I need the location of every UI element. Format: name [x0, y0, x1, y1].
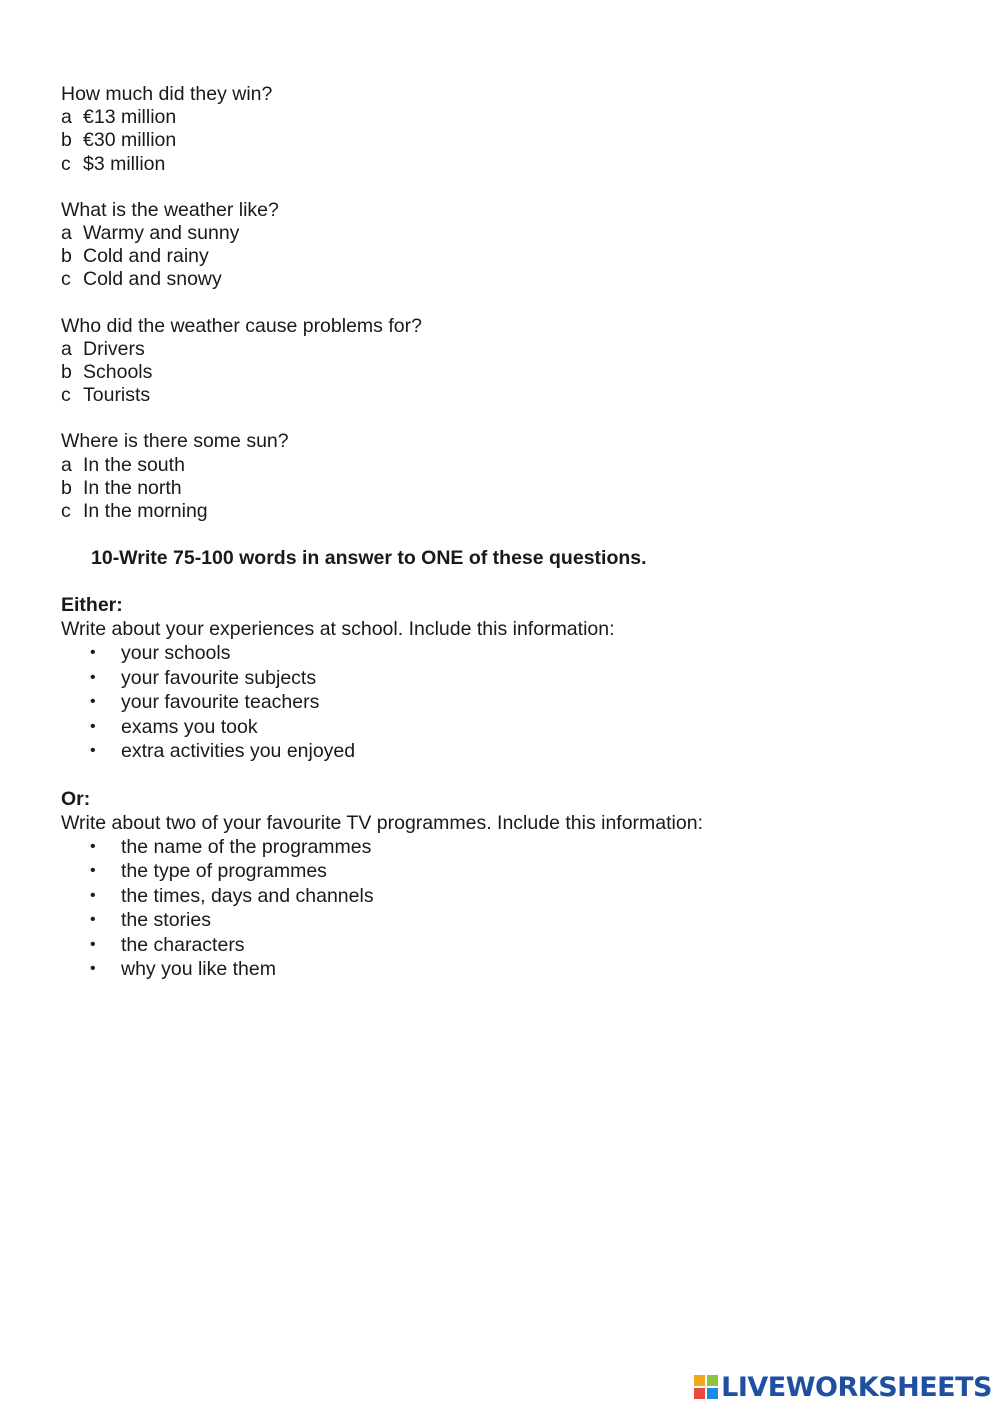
option-text: Tourists: [83, 384, 151, 407]
option-text: Warmy and sunny: [83, 222, 240, 245]
question-block: [61, 199, 941, 292]
bullet-text: exams you took: [121, 715, 258, 738]
worksheet-page: [61, 83, 941, 1005]
bullet-text: why you like them: [121, 958, 276, 981]
answer-option[interactable]: [61, 500, 941, 523]
bullet-item: [61, 884, 941, 909]
bullet-item: [61, 690, 941, 715]
liveworksheets-logo: [694, 1367, 992, 1407]
answer-option[interactable]: [61, 153, 941, 176]
bullet-icon: •: [90, 693, 96, 711]
question-block: [61, 430, 941, 523]
bullet-item: [61, 908, 941, 933]
answer-option[interactable]: [61, 268, 941, 291]
answer-option[interactable]: [61, 361, 941, 384]
or-section: [61, 787, 941, 982]
bullet-text: the times, days and channels: [121, 884, 374, 907]
bullet-text: your favourite subjects: [121, 666, 317, 689]
bullet-icon: •: [90, 717, 96, 735]
bullet-item: [61, 957, 941, 982]
bullet-item: [61, 666, 941, 691]
bullet-icon: •: [90, 837, 96, 855]
or-label: Or:: [61, 787, 91, 810]
question-text: Who did the weather cause problems for?: [61, 314, 422, 337]
option-letter: c: [61, 500, 71, 523]
bullet-icon: •: [90, 935, 96, 953]
option-text: €13 million: [83, 106, 177, 129]
bullet-item: [61, 715, 941, 740]
bullet-item: [61, 641, 941, 666]
task-heading: 10-Write 75-100 words in answer to ONE of these questions.: [91, 547, 647, 570]
bullet-text: the stories: [121, 909, 211, 932]
answer-option[interactable]: [61, 338, 941, 361]
option-text: $3 million: [83, 152, 166, 175]
question-block: [61, 83, 941, 176]
option-letter: c: [61, 152, 71, 175]
either-bullet-list: [61, 641, 941, 764]
bullet-icon: •: [90, 886, 96, 904]
bullet-item: [61, 933, 941, 958]
liveworksheets-logo-icon: [694, 1375, 718, 1399]
or-bullet-list: [61, 835, 941, 982]
bullet-icon: •: [90, 644, 96, 662]
question-text: Where is there some sun?: [61, 430, 289, 453]
option-letter: a: [61, 106, 72, 129]
bullet-text: extra activities you enjoyed: [121, 740, 356, 763]
option-text: Cold and snowy: [83, 268, 222, 291]
or-intro: Write about two of your favourite TV programmes. Include this information:: [61, 811, 703, 834]
question-text: How much did they win?: [61, 83, 273, 105]
option-text: In the south: [83, 453, 185, 476]
bullet-text: your schools: [121, 642, 231, 665]
bullet-text: the characters: [121, 933, 245, 956]
option-letter: b: [61, 129, 72, 152]
questions-section: [61, 83, 941, 523]
bullet-icon: •: [90, 911, 96, 929]
logo-text: LIVEWORKSHEETS: [721, 1371, 992, 1403]
option-text: In the morning: [83, 500, 208, 523]
option-letter: a: [61, 453, 72, 476]
either-label: Either:: [61, 594, 123, 617]
option-letter: b: [61, 361, 72, 384]
option-letter: c: [61, 384, 71, 407]
answer-option[interactable]: [61, 106, 941, 129]
bullet-icon: •: [90, 960, 96, 978]
option-text: €30 million: [83, 129, 177, 152]
option-letter: b: [61, 245, 72, 268]
option-letter: b: [61, 476, 72, 499]
option-text: Schools: [83, 361, 153, 384]
answer-option[interactable]: [61, 245, 941, 268]
bullet-item: [61, 859, 941, 884]
option-letter: a: [61, 337, 72, 360]
option-text: Drivers: [83, 337, 145, 360]
bullet-text: the type of programmes: [121, 860, 327, 883]
option-text: Cold and rainy: [83, 245, 209, 268]
answer-option[interactable]: [61, 222, 941, 245]
answer-option[interactable]: [61, 477, 941, 500]
question-text: What is the weather like?: [61, 198, 279, 221]
bullet-item: [61, 739, 941, 764]
answer-option[interactable]: [61, 384, 941, 407]
bullet-icon: •: [90, 668, 96, 686]
bullet-item: [61, 835, 941, 860]
either-intro: Write about your experiences at school. Include this information:: [61, 618, 615, 641]
option-letter: a: [61, 222, 72, 245]
bullet-icon: •: [90, 862, 96, 880]
question-block: [61, 315, 941, 408]
answer-option[interactable]: [61, 129, 941, 152]
either-section: [61, 593, 941, 764]
answer-option[interactable]: [61, 454, 941, 477]
bullet-text: your favourite teachers: [121, 691, 320, 714]
option-text: In the north: [83, 476, 182, 499]
option-letter: c: [61, 268, 71, 291]
bullet-text: the name of the programmes: [121, 835, 372, 858]
bullet-icon: •: [90, 742, 96, 760]
